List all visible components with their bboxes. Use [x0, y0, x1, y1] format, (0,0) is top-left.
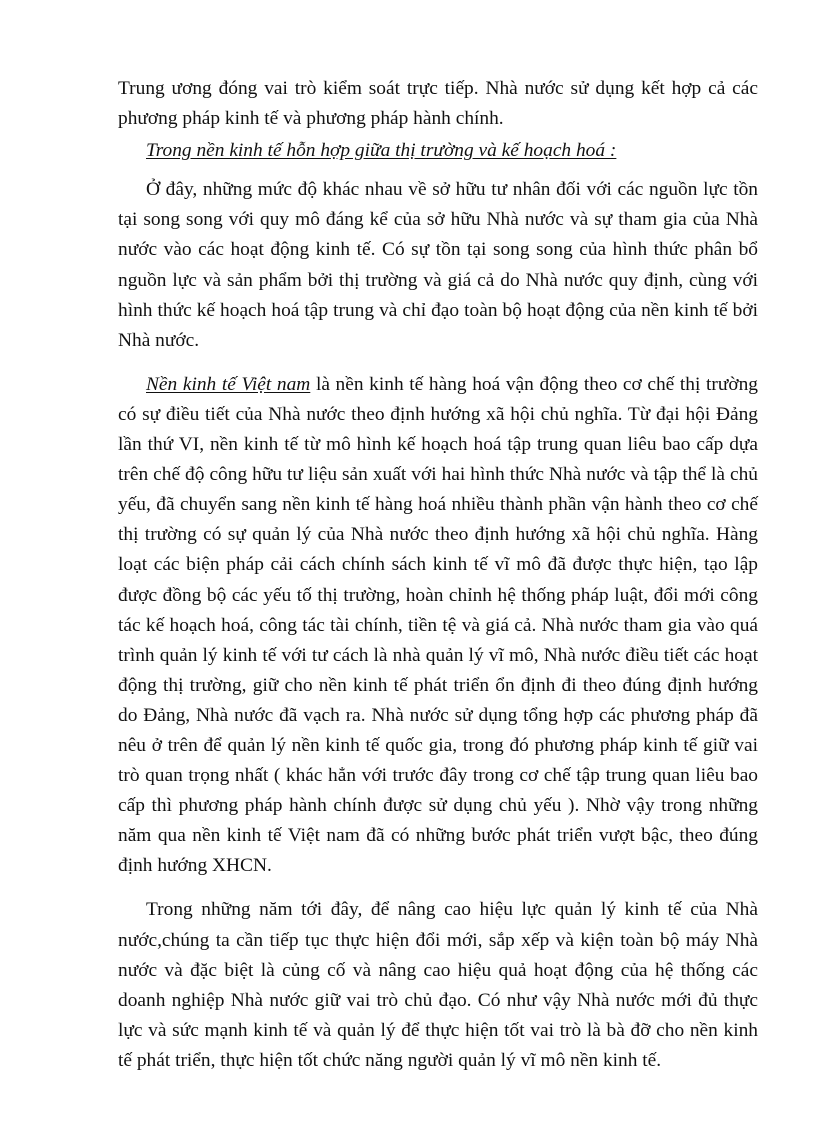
section-heading-mixed-economy	[118, 136, 758, 166]
paragraph-continuation: Trung ương đóng vai trò kiểm soát trực tiếp. Nhà nước sử dụng kết hợp cả các phương pháp kinh tế và phương pháp hành chính.	[118, 78, 758, 130]
paragraph-vietnam-economy	[118, 370, 758, 882]
paragraph-future-direction: Trong những năm tới đây, để nâng cao hiệu lực quản lý kinh tế của Nhà nước,chúng ta cần tiếp tục thực hiện đổi mới, sắp xếp và kiện toàn bộ máy Nhà nước và đặc biệt là củng cố và nâng cao hiệu quả hoạt động của hệ thống các doanh nghiệp Nhà nước giữ vai trò chủ đạo. Có như vậy Nhà nước mới đủ thực lực và sức mạnh kinh tế và quản lý để thực hiện tốt vai trò là bà đỡ cho nền kinh tế phát triển, thực hiện tốt chức năng người quản lý vĩ mô nền kinh tế.	[118, 899, 758, 1071]
paragraph-lead-term: Nền kinh tế Việt nam	[146, 373, 311, 395]
paragraph-mixed-economy: Ở đây, những mức độ khác nhau về sở hữu tư nhân đối với các nguồn lực tồn tại song song với quy mô đáng kể của sở hữu Nhà nước và sự tham gia của Nhà nước vào các hoạt động kinh tế. Có sự tồn tại song song của hình thức phân bổ nguồn lực và sản phẩm bởi thị trường và giá cả do Nhà nước quy định, cùng với hình thức kế hoạch hoá tập trung và chỉ đạo toàn bộ hoạt động của nền kinh tế bởi Nhà nước.	[118, 179, 758, 351]
document-page	[118, 74, 758, 1076]
paragraph-body: là nền kinh tế hàng hoá vận động theo cơ chế thị trường có sự điều tiết của Nhà nước theo định hướng xã hội chủ nghĩa. Từ đại hội Đảng lần thứ VI, nền kinh tế từ mô hình kế hoạch hoá tập trung quan liêu bao cấp dựa trên chế độ công hữu tư liệu sản xuất với hai hình thức Nhà nước và tập thể là chủ yếu, đã chuyển sang nền kinh tế hàng hoá nhiều thành phần vận hành theo cơ chế thị trường có sự quản lý của Nhà nước theo định hướng xã hội chủ nghĩa. Hàng loạt các biện pháp cải cách chính sách kinh tế vĩ mô đã được thực hiện, tạo lập được đồng bộ các yếu tố thị trường, hoàn chỉnh hệ thống pháp luật, đổi mới công tác kế hoạch hoá, công tác tài chính, tiền tệ và giá cả. Nhà nước tham gia vào quá trình quản lý kinh tế với tư cách là nhà quản lý vĩ mô, Nhà nước điều tiết các hoạt động thị trường, giữ cho nền kinh tế phát triển ổn định đi theo đúng định hướng do Đảng, Nhà nước đã vạch ra. Nhà nước sử dụng tổng hợp các phương pháp đã nêu ở trên để quản lý nền kinh tế quốc gia, trong đó phương pháp kinh tế giữ vai trò quan trọng nhất ( khác hẳn với trước đây trong cơ chế tập trung quan liêu bao cấp thì phương pháp hành chính được sử dụng chủ yếu ). Nhờ vậy trong những năm qua nền kinh tế Việt nam đã có những bước phát triển vượt bậc, theo đúng định hướng XHCN.	[118, 373, 759, 877]
heading-text: Trong nền kinh tế hỗn hợp giữa thị trường và kế hoạch hoá :	[146, 140, 617, 162]
